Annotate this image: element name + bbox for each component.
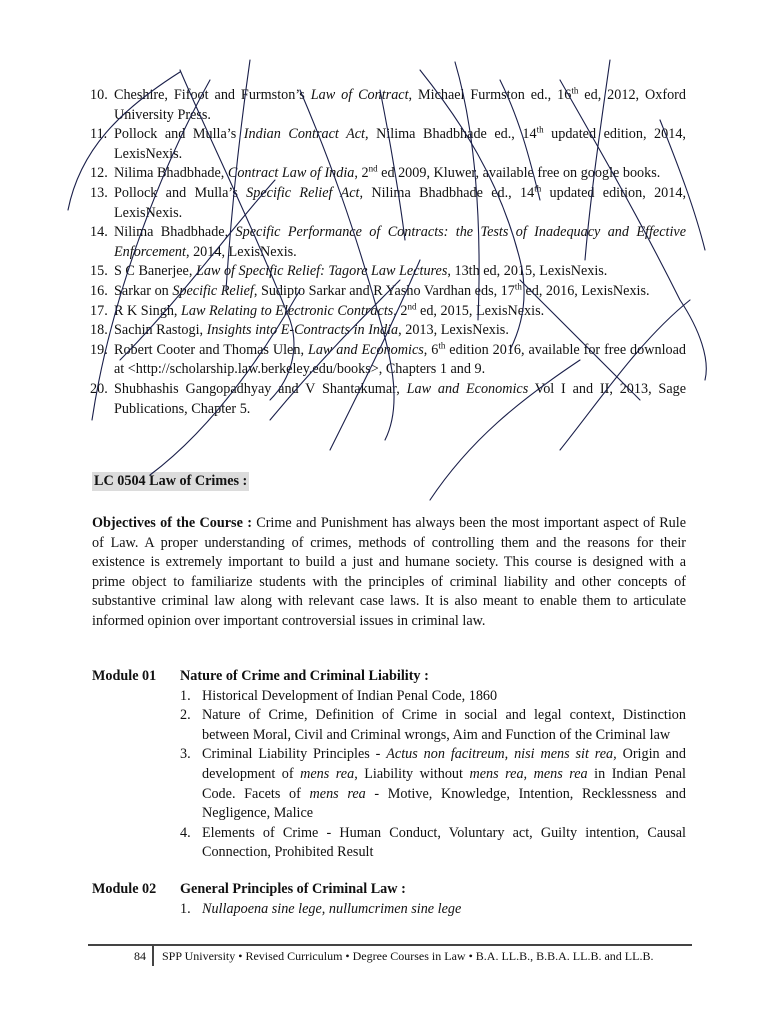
- text-run: ed, 2016, LexisNexis.: [521, 282, 650, 299]
- module-list-item: [180, 900, 686, 920]
- text-run: , 2: [393, 302, 408, 319]
- reference-number: 13.: [90, 184, 108, 201]
- italic-text: Law and Economics: [307, 341, 424, 358]
- module-label: Module 02: [92, 881, 157, 897]
- text-run: Origin and development of: [202, 746, 686, 782]
- reference-text: [114, 263, 607, 279]
- italic-text: Actus non facitreum, nisi mens sit rea,: [386, 746, 617, 763]
- italic-text: Contract Law of India: [227, 165, 355, 182]
- reference-item: [92, 125, 686, 164]
- item-text: [202, 901, 461, 917]
- reference-number: 17.: [90, 302, 108, 319]
- item-number: 2.: [180, 707, 191, 724]
- text-run: updated edition, 2014, LexisNexis.: [114, 126, 686, 162]
- text-run: Pollock and Mulla’s: [114, 126, 244, 143]
- item-number: 1.: [180, 900, 191, 917]
- italic-text: Law Relating to Electronic Contracts: [181, 302, 394, 319]
- text-run: , 2014, LexisNexis.: [185, 243, 297, 260]
- text-run: Nilima Bhadbhade,: [114, 224, 236, 241]
- item-number: 1.: [180, 687, 191, 704]
- reference-item: [92, 341, 686, 380]
- italic-text: Specific Relief: [172, 282, 254, 299]
- reference-item: [92, 302, 686, 322]
- section-heading: LC 0504 Law of Crimes :: [94, 473, 248, 489]
- superscript: th: [536, 124, 544, 135]
- text-run: Criminal Liability Principles -: [202, 746, 387, 763]
- item-text: [202, 746, 686, 821]
- reference-number: 15.: [90, 263, 108, 280]
- item-text: [202, 688, 497, 704]
- reference-text: [114, 283, 650, 299]
- text-run: , 13th ed, 2015, LexisNexis.: [447, 263, 608, 280]
- text-run: R K Singh,: [114, 302, 182, 319]
- italic-text: Specific Relief Act: [246, 184, 360, 201]
- superscript: th: [514, 281, 522, 292]
- reference-number: 18.: [90, 322, 108, 339]
- reference-text: [114, 339, 687, 378]
- reference-text: [114, 126, 686, 162]
- text-run: in Indian Penal Code. Facets of: [202, 765, 686, 802]
- reference-number: 12.: [90, 165, 108, 182]
- text-run: , Nilima Bhadbhade ed., 14: [359, 184, 535, 201]
- reference-number: 19.: [90, 341, 108, 358]
- module-title: General Principles of Criminal Law :: [180, 881, 406, 897]
- module-list-item: [180, 745, 686, 823]
- text-run: Sarkar on: [114, 282, 173, 299]
- item-text: [202, 825, 686, 861]
- text-run: Elements of Crime - Human Conduct, Voluntary act, Guilty intention, Causal Connection, Prohibited Result: [202, 824, 686, 861]
- text-run: , Nilima Bhadbhade ed., 14: [365, 126, 537, 143]
- reference-number: 11.: [90, 126, 108, 143]
- text-run: , 6: [423, 341, 439, 358]
- text-run: , Liability without: [354, 765, 470, 782]
- text-run: Robert Cooter and Thomas Ulen,: [114, 341, 308, 358]
- superscript: th: [438, 339, 446, 350]
- module-title: Nature of Crime and Criminal Liability :: [180, 668, 429, 684]
- module-label: Module 01: [92, 668, 157, 684]
- module-list-item: [180, 824, 686, 863]
- item-number: 4.: [180, 824, 191, 841]
- italic-text: Law of Contract: [310, 87, 409, 103]
- text-run: ed, 2012, Oxford University Press.: [114, 87, 686, 123]
- text-run: ed, 2015, LexisNexis.: [416, 302, 545, 319]
- objectives-paragraph: [92, 514, 686, 632]
- reference-text: [114, 165, 660, 181]
- text-run: Historical Development of Indian Penal Code, 1860: [202, 687, 498, 704]
- reference-item: [92, 86, 686, 125]
- reference-item: [92, 321, 686, 341]
- text-run: , Michael Furmston ed., 16: [408, 87, 572, 103]
- reference-text: [114, 381, 686, 417]
- module-items: [180, 900, 686, 920]
- superscript: th: [534, 183, 542, 194]
- footer-text: SPP University • Revised Curriculum • Degree Courses in Law • B.A. LL.B., B.B.A. LL.B. and LL.B.: [162, 949, 654, 963]
- text-run: Cheshire, Fifoot and Furmston’s: [114, 87, 311, 103]
- text-run: Pollock and Mulla’s: [114, 184, 247, 201]
- reference-item: [92, 380, 686, 419]
- item-text: [202, 707, 686, 743]
- text-run: Nature of Crime, Definition of Crime in social and legal context, Distinction between Moral, Civil and Criminal wrongs, Aim and Function of the Criminal law: [202, 707, 686, 743]
- text-run: - Motive, Knowledge, Intention, Recklessness and Negligence, Malice: [202, 785, 686, 822]
- superscript: nd: [407, 300, 417, 311]
- module-01: [92, 667, 686, 863]
- reference-item: [92, 184, 686, 223]
- module-list-item: [180, 706, 686, 745]
- text-run: Shubhashis Gangopadhyay and V Shantakumar,: [114, 380, 407, 397]
- reference-number: 20.: [90, 380, 108, 397]
- page-number: 84: [88, 946, 154, 966]
- reference-item: [92, 223, 686, 262]
- italic-text: Specific Performance of Contracts: the Tests of Inadequacy and Effective Enforcement: [114, 224, 686, 260]
- module-items: [180, 687, 686, 863]
- text-run: ed 2009, Kluwer, available free on google books.: [377, 165, 661, 182]
- text-run: , Sudipto Sarkar and R Yasho Vardhan eds, 17: [253, 282, 515, 299]
- text-run: Vol I and II, 2013, Sage Publications, Chapter 5.: [114, 380, 687, 417]
- reference-text: [114, 87, 686, 123]
- italic-text: Nullapoena sine lege, nullumcrimen sine lege: [202, 900, 462, 917]
- objectives-label: Objectives of the Course :: [92, 515, 252, 531]
- reference-item: [92, 164, 686, 184]
- reference-item: [92, 262, 686, 282]
- text-run: updated edition, 2014, LexisNexis.: [114, 184, 686, 221]
- page-footer: [88, 946, 692, 966]
- superscript: th: [571, 85, 579, 96]
- italic-text: Indian Contract Act: [243, 126, 365, 143]
- reference-number: 10.: [90, 87, 108, 103]
- reference-text: [114, 185, 686, 221]
- italic-text: Law of Specific Relief: Tagore Law Lectures: [195, 263, 448, 280]
- italic-text: mens rea: [300, 765, 355, 782]
- item-number: 3.: [180, 746, 191, 763]
- reference-number: 16.: [90, 282, 108, 299]
- reference-text: [114, 300, 545, 319]
- reference-item: [92, 282, 686, 302]
- objectives-text: Crime and Punishment has always been the most important aspect of Rule of Law. A proper understanding of crimes, methods of controlling them and the reasons for their existence is extremely important to build a just and humane society. This course is designed with a prime object to familiarize students with the principles of criminal liability and other concepts of substantive criminal law along with relevant case laws. It is also meant to enable them to articulate informed opinion over important controversial issues in criminal law.: [92, 515, 686, 629]
- module-list-item: [180, 687, 686, 707]
- text-run: , 2013, LexisNexis.: [398, 322, 509, 339]
- italic-text: Insights into E-Contracts in India: [206, 322, 399, 339]
- reference-number: 14.: [90, 224, 108, 241]
- reference-text: [114, 322, 509, 338]
- reference-text: [114, 224, 686, 260]
- italic-text: mens rea, mens rea: [469, 765, 588, 782]
- module-02: [92, 880, 686, 919]
- text-run: , 2: [354, 165, 369, 182]
- text-run: Nilima Bhadbhade,: [114, 165, 228, 182]
- text-run: S C Banerjee,: [114, 263, 196, 280]
- text-run: edition 2016, available for free download at <http://scholarship.law.berkeley.edu/books>, Chapters 1 and 9.: [114, 341, 687, 378]
- text-run: Sachin Rastogi,: [114, 322, 207, 339]
- italic-text: Law and Economics: [406, 380, 529, 397]
- reference-list: [92, 86, 686, 419]
- italic-text: mens rea: [309, 785, 366, 802]
- superscript: nd: [368, 163, 378, 174]
